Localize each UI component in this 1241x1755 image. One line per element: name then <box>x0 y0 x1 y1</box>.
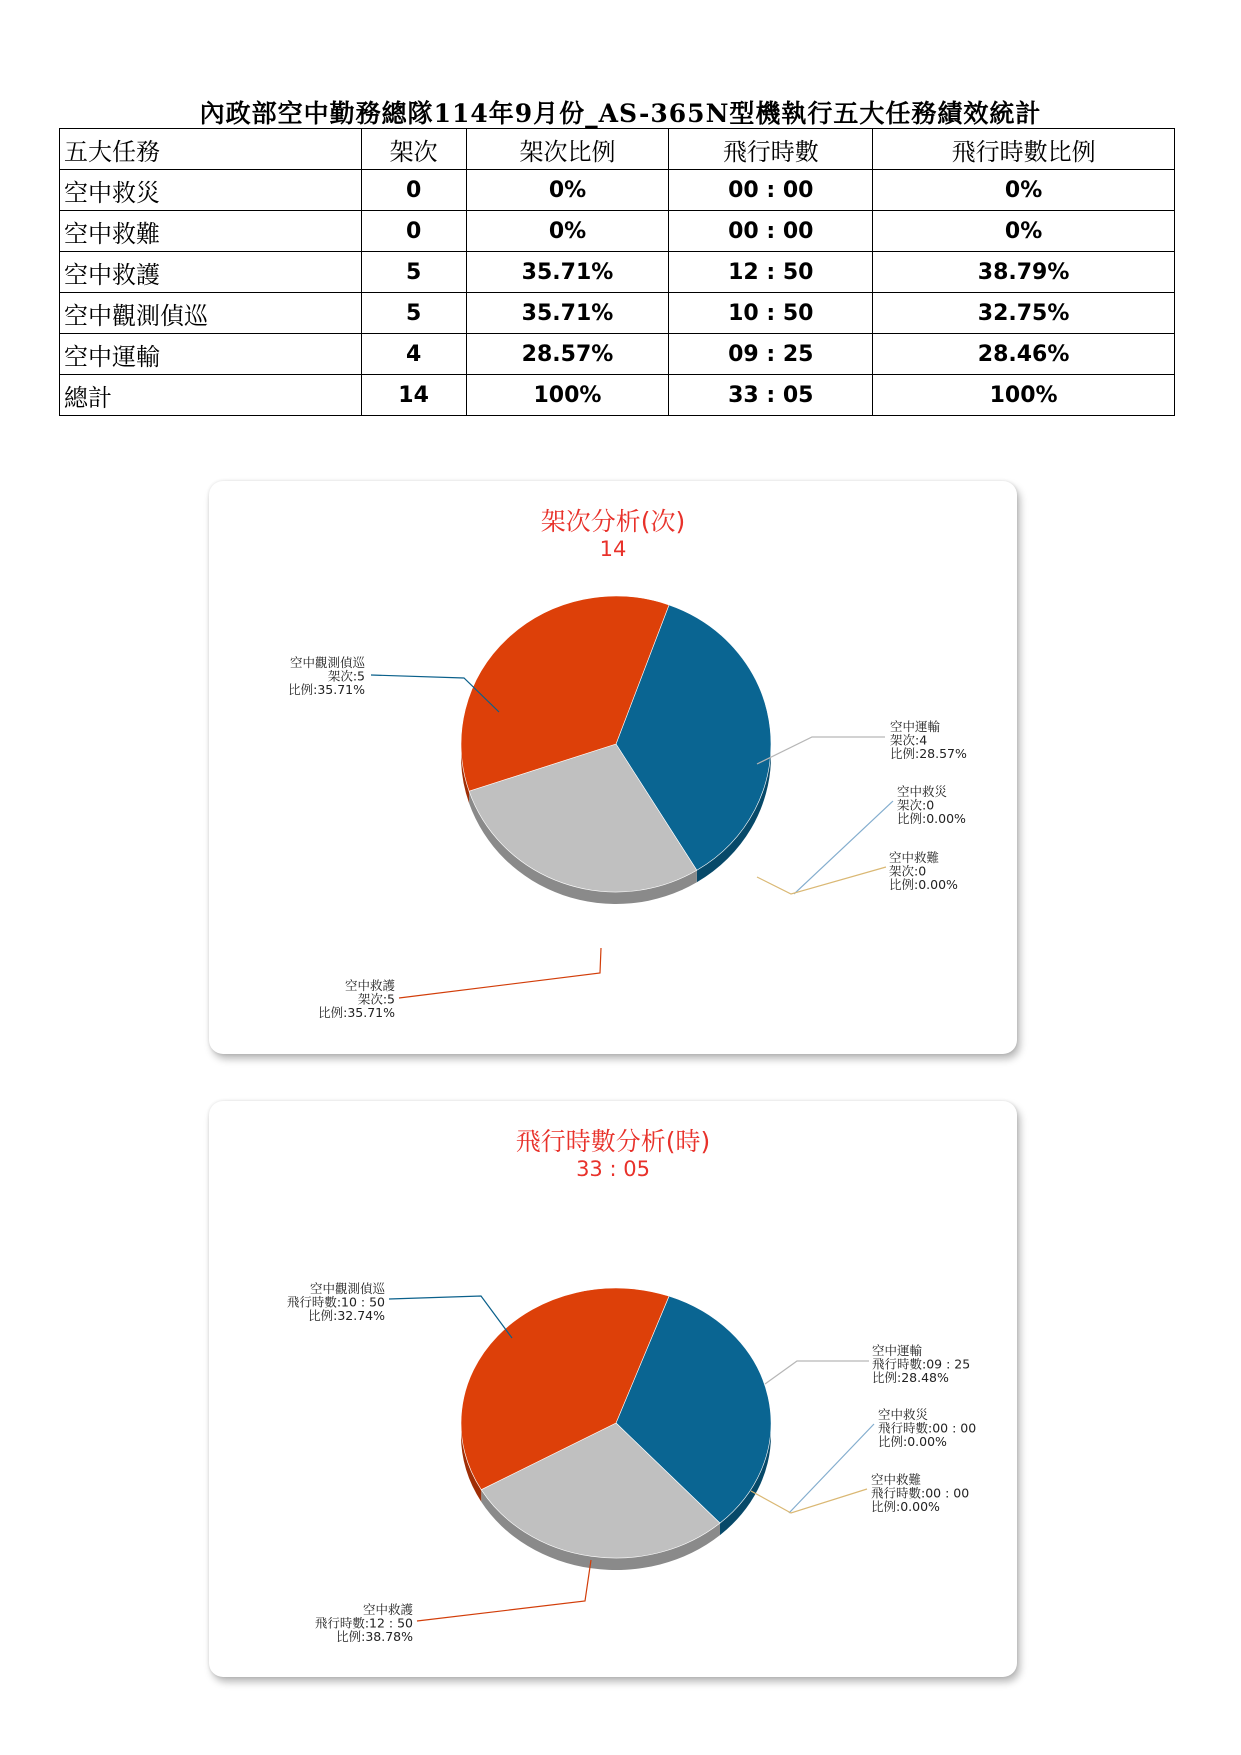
slice-label <box>889 850 958 892</box>
table-header-row <box>60 129 1175 170</box>
slice-label-line: 比例:0.00% <box>878 1434 947 1449</box>
slice-label-line: 比例:38.78% <box>336 1629 413 1644</box>
table-cell: 09 : 25 <box>669 334 873 375</box>
table-cell: 12 : 50 <box>669 252 873 293</box>
table-cell: 00 : 00 <box>669 170 873 211</box>
slice-label <box>897 784 966 826</box>
page-title: 內政部空中勤務總隊114年9月份_AS-365N型機執行五大任務績效統計 <box>199 99 1042 128</box>
header-cell: 飛行時數比例 <box>873 129 1175 170</box>
slice-label-line: 比例:0.00% <box>889 877 958 892</box>
chart-title: 架次分析(次) <box>540 507 686 536</box>
table-row <box>60 252 1175 293</box>
slice-label-line: 比例:35.71% <box>318 1005 395 1020</box>
slice-label-line: 架次:0 <box>889 863 927 879</box>
table-cell: 28.46% <box>873 334 1175 375</box>
sorties-pie-chart <box>209 481 1017 1054</box>
slice-label-line: 飛行時數:00 : 00 <box>871 1485 970 1501</box>
slice-label-line: 比例:32.74% <box>308 1308 385 1323</box>
slice-label-line: 比例:28.48% <box>872 1370 949 1385</box>
table-cell: 33 : 05 <box>669 375 873 416</box>
slice-label-line: 空中運輸 <box>890 719 941 734</box>
slice-label-line: 比例:28.57% <box>890 746 967 761</box>
table-cell: 0 <box>361 170 466 211</box>
table-cell: 28.57% <box>466 334 669 375</box>
table-cell: 0% <box>873 211 1175 252</box>
chart-subtitle: 14 <box>599 537 627 561</box>
slice-label-line: 架次:5 <box>327 668 365 684</box>
table-cell: 0 <box>361 211 466 252</box>
slice-label <box>878 1407 976 1449</box>
slice-label-line: 空中運輸 <box>872 1343 923 1358</box>
table-row <box>60 293 1175 334</box>
leader-line <box>757 737 885 764</box>
slice-label-line: 空中救護 <box>362 1602 413 1617</box>
leader-line <box>399 948 601 998</box>
flight-hours-chart-card <box>209 1101 1017 1677</box>
table-cell: 38.79% <box>873 252 1175 293</box>
slice-label-line: 空中救災 <box>878 1407 929 1422</box>
slice-label-line: 架次:4 <box>890 732 928 748</box>
sorties-chart-card <box>209 481 1017 1054</box>
slice-label <box>288 655 365 697</box>
table-cell: 0% <box>466 211 669 252</box>
slice-label <box>287 1281 386 1323</box>
table-cell: 100% <box>466 375 669 416</box>
slice-label-line: 比例:0.00% <box>871 1499 940 1514</box>
slice-label-line: 空中觀測偵巡 <box>289 655 365 670</box>
chart-title: 飛行時數分析(時) <box>515 1127 711 1156</box>
slice-label <box>871 1472 969 1514</box>
table-cell: 35.71% <box>466 252 669 293</box>
slice-label-line: 飛行時數:09 : 25 <box>872 1356 971 1372</box>
table-cell: 5 <box>361 252 466 293</box>
table-cell: 0% <box>873 170 1175 211</box>
slice-label-line: 比例:35.71% <box>288 682 365 697</box>
table-cell: 14 <box>361 375 466 416</box>
table-row <box>60 211 1175 252</box>
table-cell: 35.71% <box>466 293 669 334</box>
slice-label <box>318 978 395 1020</box>
slice-label-line: 空中救護 <box>344 978 395 993</box>
table-cell: 10 : 50 <box>669 293 873 334</box>
table-cell: 空中救災 <box>60 170 362 211</box>
header-cell: 飛行時數 <box>669 129 873 170</box>
table-total-row <box>60 375 1175 416</box>
chart-subtitle: 33 : 05 <box>576 1157 650 1181</box>
table-row <box>60 170 1175 211</box>
leader-line <box>765 1361 869 1384</box>
table-cell: 空中觀測偵巡 <box>60 293 362 334</box>
table-cell: 5 <box>361 293 466 334</box>
slice-label-line: 飛行時數:00 : 00 <box>878 1420 977 1436</box>
leader-line <box>794 801 893 894</box>
slice-label-line: 架次:5 <box>357 991 395 1007</box>
table-cell: 空中救難 <box>60 211 362 252</box>
table-cell: 00 : 00 <box>669 211 873 252</box>
header-cell: 五大任務 <box>60 129 362 170</box>
header-cell: 架次 <box>361 129 466 170</box>
flight-hours-pie-chart <box>209 1101 1017 1677</box>
header-cell: 架次比例 <box>466 129 669 170</box>
table-cell: 空中運輸 <box>60 334 362 375</box>
slice-label-line: 比例:0.00% <box>897 811 966 826</box>
leader-line <box>417 1560 591 1621</box>
table-cell: 0% <box>466 170 669 211</box>
slice-label <box>315 1602 414 1644</box>
table-cell: 100% <box>873 375 1175 416</box>
leader-line <box>389 1296 512 1338</box>
slice-label-line: 飛行時數:10 : 50 <box>286 1294 385 1310</box>
stats-table <box>59 128 1175 416</box>
table-cell: 空中救護 <box>60 252 362 293</box>
slice-label-line: 飛行時數:12 : 50 <box>314 1615 413 1631</box>
slice-label <box>872 1343 970 1385</box>
slice-label-line: 空中救難 <box>889 850 940 865</box>
leader-line <box>757 867 886 894</box>
table-cell: 32.75% <box>873 293 1175 334</box>
slice-label-line: 架次:0 <box>897 797 935 813</box>
table-cell: 4 <box>361 334 466 375</box>
table-cell: 總計 <box>60 375 362 416</box>
table-row <box>60 334 1175 375</box>
slice-label-line: 空中救難 <box>871 1472 922 1487</box>
slice-label <box>890 719 967 761</box>
slice-label-line: 空中救災 <box>897 784 948 799</box>
slice-label-line: 空中觀測偵巡 <box>309 1281 385 1296</box>
